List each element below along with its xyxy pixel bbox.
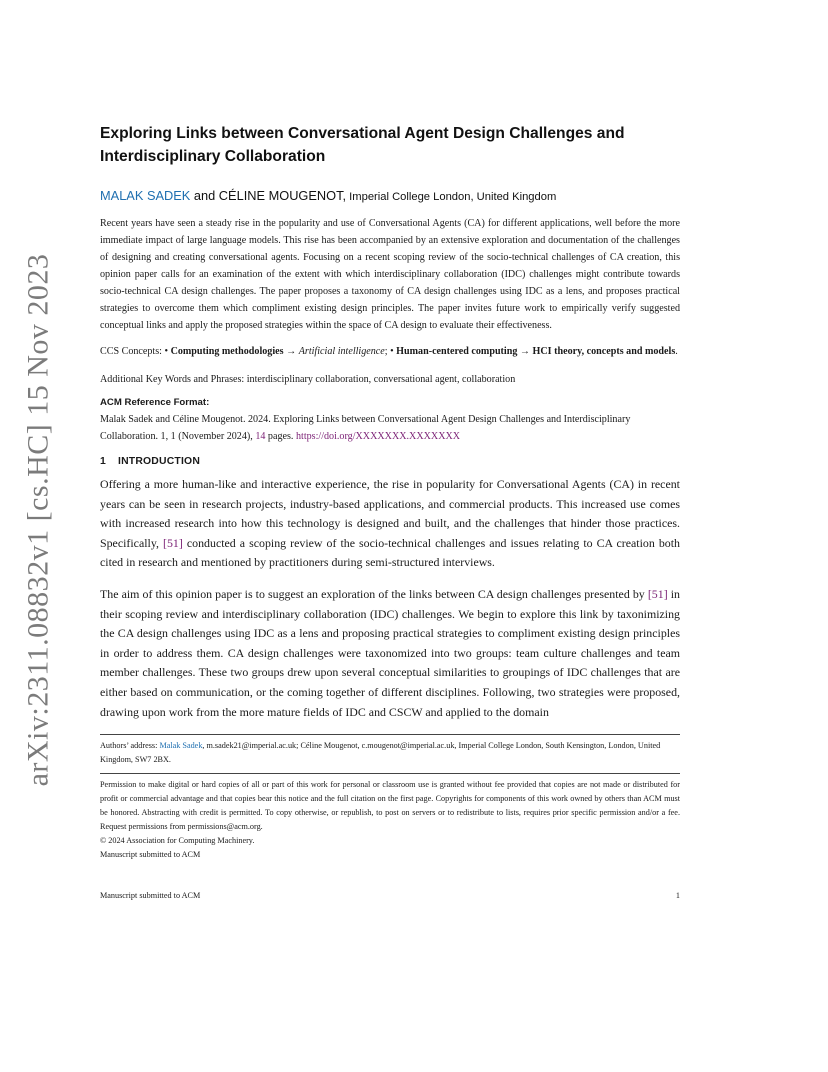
citation-link[interactable]: [51]: [163, 535, 183, 550]
copyright-line: © 2024 Association for Computing Machinery.: [100, 836, 255, 846]
paper-page: [100, 122, 680, 862]
section-number: 1: [100, 456, 106, 467]
manuscript-note: Manuscript submitted to ACM: [100, 850, 201, 860]
ccs-end: .: [675, 346, 678, 357]
authors-address-footnote: [100, 739, 680, 767]
author-line: [100, 188, 680, 203]
ccs-concept-1: Computing methodologies: [170, 346, 284, 357]
paper-title: Exploring Links between Conversational Agent Design Challenges and Interdisciplinary Collaboration: [100, 125, 625, 165]
citation-link[interactable]: [51]: [647, 586, 668, 601]
footnote-prefix: Authors’ address:: [100, 741, 160, 751]
section-heading: [100, 456, 680, 467]
permission-divider: [100, 773, 680, 774]
author-1-link[interactable]: MALAK SADEK: [100, 188, 191, 203]
ccs-arrow-1: →: [283, 346, 299, 357]
ccs-label: CCS Concepts: •: [100, 346, 171, 357]
reference-format-heading: ACM Reference Format:: [100, 397, 210, 408]
footnote-rest: , m.sadek21@imperial.ac.uk; Céline Mougenot, c.mougenot@imperial.ac.uk, Imperial College London, South Kensington, London, United Kingdom, SW7 2BX.: [100, 741, 661, 765]
ccs-arrow-2: →: [517, 346, 533, 357]
reference-format-text: [100, 411, 680, 445]
reference-pages-link[interactable]: 14: [255, 431, 266, 442]
footer-left-text: Manuscript submitted to ACM: [100, 891, 201, 900]
para1-text-before: Offering a more human-like and interactive experience, the rise in popularity for Conversational Agents (CA) in recent years can be seen in research projects, industry-based applications, and commercial products. This increased use comes with increased research into how this technology is designed and built, and the challenges that hinder those practices. Specifically,: [100, 477, 680, 550]
author-affiliation: Imperial College London, United Kingdom: [346, 191, 557, 203]
reference-text-after: pages.: [265, 431, 296, 442]
keywords: Additional Key Words and Phrases: interdisciplinary collaboration, conversational agent, collaboration: [100, 374, 516, 385]
author-conjunction: and: [190, 188, 219, 203]
running-footer: [100, 891, 680, 900]
section-title: INTRODUCTION: [117, 456, 201, 467]
reference-text-before: Malak Sadek and Céline Mougenot. 2024. Exploring Links between Conversational Agent Design Challenges and Interdisciplinary Collaboration. 1, 1 (November 2024),: [100, 414, 631, 442]
permission-notice: Permission to make digital or hard copies of all or part of this work for personal or classroom use is granted without fee provided that copies are not made or distributed for profit or commercial advantage and that copies bear this notice and the full citation on the first page. Copyrights for components of this work owned by others than ACM must be honored. Abstracting with credit is permitted. To copy otherwise, or republish, to post on servers or to redistribute to lists, requires prior specific permission and/or a fee. Request permissions from permissions@acm.org.: [100, 780, 680, 832]
intro-paragraph-2: [100, 585, 680, 722]
ccs-concept-1-sub: Artificial intelligence: [298, 346, 385, 357]
ccs-concept-2-sub: HCI theory, concepts and models: [532, 346, 676, 357]
author-2: CÉLINE MOUGENOT,: [218, 188, 347, 203]
arxiv-stamp-text: arXiv:2311.08832v1 [cs.HC] 15 Nov 2023: [21, 253, 54, 787]
ccs-concept-2: Human-centered computing: [396, 346, 518, 357]
para1-text-after: conducted a scoping review of the socio-technical challenges and issues relating to CA creation both cited in research and mentioned by practitioners during semi-structured interviews.: [100, 535, 680, 570]
abstract: Recent years have seen a steady rise in the popularity and use of Conversational Agents (CA) for different applications, well before the more immediate impact of large language models. This rise has been accompanied by an extensive exploration and documentation of the challenges of designing and creating conversational agents. Focusing on a recent scoping review of the socio-technical challenges of CA creation, this opinion paper calls for an examination of the extent with which interdisciplinary collaboration (IDC) challenges might contribute towards socio-technical CA design challenges. The paper proposes a taxonomy of CA design challenges using IDC as a lens, and proposes practical strategies to overcome them which compliment existing design principles. The paper invites future work to empirically verify suggested conceptual links and apply the proposed strategies within the space of CA design to evaluate their effectiveness.: [100, 218, 680, 331]
footnote-author-link[interactable]: Malak Sadek: [159, 741, 203, 751]
ccs-separator: ; •: [384, 346, 397, 357]
ccs-concepts: [100, 343, 680, 360]
page-number: 1: [675, 891, 680, 900]
arxiv-stamp: [8, 253, 68, 787]
doi-link[interactable]: https://doi.org/XXXXXXX.XXXXXXX: [295, 431, 461, 442]
intro-paragraph-1: [100, 475, 680, 573]
para2-text-after: in their scoping review and interdisciplinary collaboration (IDC) challenges. We begin to explore this link by taxonimizing the CA design challenges using IDC as a lens and proposing practical strategies to compliment existing design principles in order to address them. CA design challenges were taxonomized into two groups: team culture challenges and team member challenges. These two groups drew upon several conceptual similarities to groupings of IDC challenges that are either based on communication, or the coming together of different disciplines. Following, two strategies were proposed, drawing upon work from the more mature fields of IDC and CSCW and applied to the domain: [100, 586, 680, 719]
footnote-divider: [100, 734, 680, 735]
para2-text-before: The aim of this opinion paper is to suggest an exploration of the links between CA design challenges presented by: [100, 586, 648, 601]
